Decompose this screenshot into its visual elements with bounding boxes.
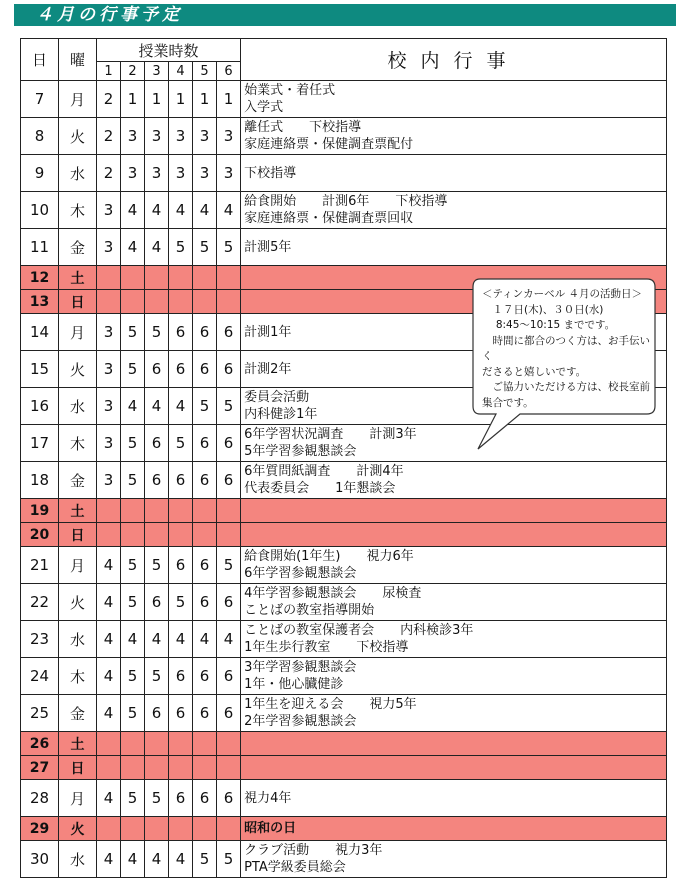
period-cell: 3 [193, 155, 217, 192]
period-cell: 4 [145, 388, 169, 425]
period-cell: 5 [217, 841, 241, 878]
period-cell: 4 [97, 658, 121, 695]
period-cell [97, 523, 121, 547]
period-cell: 6 [145, 351, 169, 388]
table-row [21, 462, 667, 499]
period-cell: 4 [145, 192, 169, 229]
period-cell [97, 756, 121, 780]
period-cell [145, 266, 169, 290]
day-cell: 8 [21, 118, 59, 155]
event-line: 計測2年 [244, 361, 292, 377]
header-periods: 授業時数 [97, 39, 241, 62]
period-cell: 5 [193, 841, 217, 878]
weekday-cell: 金 [59, 695, 97, 732]
period-cell: 3 [145, 118, 169, 155]
period-cell [169, 817, 193, 841]
period-cell [97, 817, 121, 841]
period-cell: 3 [169, 118, 193, 155]
period-cell: 6 [169, 351, 193, 388]
events-cell [241, 81, 667, 118]
period-cell [145, 499, 169, 523]
table-row [21, 584, 667, 621]
period-cell: 4 [145, 841, 169, 878]
period-cell [217, 266, 241, 290]
period-cell [169, 266, 193, 290]
header-weekday: 曜 [59, 39, 97, 81]
period-cell [169, 290, 193, 314]
weekday-cell: 木 [59, 425, 97, 462]
period-cell [169, 499, 193, 523]
period-cell: 2 [97, 155, 121, 192]
table-row [21, 658, 667, 695]
table-row [21, 81, 667, 118]
period-cell: 6 [217, 351, 241, 388]
day-cell: 27 [21, 756, 59, 780]
period-cell: 5 [121, 314, 145, 351]
period-cell: 4 [145, 229, 169, 266]
period-cell: 5 [217, 229, 241, 266]
header-period-4: 4 [169, 62, 193, 81]
header-period-5: 5 [193, 62, 217, 81]
period-cell: 3 [97, 351, 121, 388]
period-cell: 6 [169, 658, 193, 695]
day-cell: 16 [21, 388, 59, 425]
day-cell: 20 [21, 523, 59, 547]
weekday-cell: 金 [59, 229, 97, 266]
weekday-cell: 日 [59, 756, 97, 780]
period-cell: 3 [97, 314, 121, 351]
period-cell [97, 499, 121, 523]
event-line: 1年生を迎える会 視力5年 [244, 697, 417, 712]
events-cell [241, 192, 667, 229]
period-cell [169, 523, 193, 547]
events-cell [241, 547, 667, 584]
period-cell: 6 [193, 462, 217, 499]
period-cell: 4 [217, 621, 241, 658]
period-cell: 4 [97, 621, 121, 658]
period-cell: 6 [217, 780, 241, 817]
events-cell [241, 523, 667, 547]
period-cell [193, 756, 217, 780]
period-cell [121, 817, 145, 841]
weekday-cell: 月 [59, 547, 97, 584]
period-cell: 6 [193, 780, 217, 817]
period-cell: 4 [121, 229, 145, 266]
period-cell: 4 [121, 621, 145, 658]
period-cell [217, 817, 241, 841]
period-cell [121, 732, 145, 756]
event-line: 代表委員会 1年懇談会 [244, 481, 396, 496]
page-title: ４月の行事予定 [36, 5, 183, 25]
weekday-cell: 土 [59, 732, 97, 756]
day-cell: 25 [21, 695, 59, 732]
event-line: PTA学級委員総会 [244, 860, 346, 875]
header-period-2: 2 [121, 62, 145, 81]
table-row [21, 817, 667, 841]
period-cell [217, 732, 241, 756]
period-cell: 4 [121, 192, 145, 229]
period-cell: 4 [97, 695, 121, 732]
period-cell: 3 [97, 462, 121, 499]
day-cell: 26 [21, 732, 59, 756]
period-cell: 6 [217, 425, 241, 462]
period-cell: 5 [121, 780, 145, 817]
event-line: 1年・他心臓健診 [244, 677, 344, 692]
period-cell: 4 [217, 192, 241, 229]
callout-text: ＜ティンカーベル ４月の活動日＞ １７日(木)、３０日(水) 8:45～10:15 までです。 時間に都合のつく方は、お手伝いく ださると嬉しいです。 ご協力いただける方は、校長室前 集合です。 [482, 288, 650, 409]
events-cell [241, 584, 667, 621]
event-line: 入学式 [244, 100, 284, 115]
period-cell [193, 523, 217, 547]
event-line: 委員会活動 [244, 390, 310, 405]
period-cell: 6 [169, 780, 193, 817]
period-cell: 4 [193, 621, 217, 658]
period-cell: 4 [121, 388, 145, 425]
period-cell [145, 756, 169, 780]
weekday-cell: 水 [59, 388, 97, 425]
period-cell [145, 290, 169, 314]
period-cell: 4 [97, 841, 121, 878]
table-row [21, 523, 667, 547]
weekday-cell: 木 [59, 658, 97, 695]
period-cell [193, 817, 217, 841]
period-cell: 6 [145, 462, 169, 499]
period-cell: 1 [169, 81, 193, 118]
event-line: 昭和の日 [244, 821, 297, 836]
table-row [21, 229, 667, 266]
table-row [21, 118, 667, 155]
day-cell: 14 [21, 314, 59, 351]
period-cell [217, 499, 241, 523]
header-events: 校内行事 [241, 39, 667, 81]
day-cell: 17 [21, 425, 59, 462]
period-cell [217, 756, 241, 780]
period-cell [121, 290, 145, 314]
day-cell: 23 [21, 621, 59, 658]
event-line: 6年学習状況調査 計測3年 [244, 427, 417, 442]
event-line: ことばの教室保護者会 内科検診3年 [244, 623, 474, 638]
events-cell [241, 499, 667, 523]
table-row [21, 732, 667, 756]
period-cell: 5 [217, 547, 241, 584]
period-cell: 5 [145, 780, 169, 817]
period-cell: 4 [169, 388, 193, 425]
weekday-cell: 土 [59, 499, 97, 523]
event-line: 計測1年 [244, 324, 292, 340]
weekday-cell: 火 [59, 817, 97, 841]
event-line: 家庭連絡票・保健調査票回収 [244, 211, 414, 226]
period-cell: 2 [97, 81, 121, 118]
period-cell: 5 [193, 229, 217, 266]
callout-bubble [472, 278, 656, 412]
period-cell: 4 [169, 192, 193, 229]
period-cell [97, 732, 121, 756]
events-cell [241, 817, 667, 841]
events-cell [241, 118, 667, 155]
weekday-cell: 金 [59, 462, 97, 499]
events-cell [241, 780, 667, 817]
period-cell: 3 [217, 155, 241, 192]
period-cell: 4 [193, 192, 217, 229]
period-cell: 5 [193, 388, 217, 425]
period-cell: 6 [193, 314, 217, 351]
events-cell [241, 658, 667, 695]
weekday-cell: 土 [59, 266, 97, 290]
period-cell [145, 523, 169, 547]
period-cell: 5 [121, 425, 145, 462]
event-line: 視力4年 [244, 790, 292, 806]
day-cell: 7 [21, 81, 59, 118]
period-cell: 3 [121, 118, 145, 155]
day-cell: 13 [21, 290, 59, 314]
header-period-1: 1 [97, 62, 121, 81]
event-line: 離任式 下校指導 [244, 120, 362, 135]
period-cell: 3 [145, 155, 169, 192]
header-day: 日 [21, 39, 59, 81]
event-line: 3年学習参観懇談会 [244, 660, 357, 675]
events-cell [241, 229, 667, 266]
title-banner [14, 4, 676, 26]
table-row [21, 499, 667, 523]
period-cell: 6 [145, 425, 169, 462]
period-cell: 6 [217, 584, 241, 621]
event-line: 計測5年 [244, 239, 292, 255]
period-cell: 5 [169, 229, 193, 266]
period-cell: 1 [121, 81, 145, 118]
events-cell [241, 695, 667, 732]
period-cell: 6 [193, 695, 217, 732]
period-cell: 5 [121, 351, 145, 388]
period-cell [193, 732, 217, 756]
period-cell: 2 [97, 118, 121, 155]
schedule-table [20, 38, 667, 878]
events-cell [241, 621, 667, 658]
period-cell: 3 [97, 425, 121, 462]
period-cell: 3 [97, 229, 121, 266]
events-cell [241, 841, 667, 878]
day-cell: 19 [21, 499, 59, 523]
period-cell: 4 [121, 841, 145, 878]
period-cell [145, 817, 169, 841]
table-row [21, 547, 667, 584]
event-line: 給食開始 計測6年 下校指導 [244, 194, 448, 209]
table-row [21, 192, 667, 229]
period-cell: 6 [145, 695, 169, 732]
day-cell: 28 [21, 780, 59, 817]
period-cell: 6 [169, 314, 193, 351]
weekday-cell: 水 [59, 621, 97, 658]
table-row [21, 695, 667, 732]
period-cell: 4 [97, 584, 121, 621]
period-cell: 6 [217, 314, 241, 351]
day-cell: 9 [21, 155, 59, 192]
weekday-cell: 月 [59, 314, 97, 351]
header-period-3: 3 [145, 62, 169, 81]
period-cell: 6 [169, 547, 193, 584]
period-cell [193, 266, 217, 290]
period-cell: 6 [217, 658, 241, 695]
period-cell: 3 [97, 388, 121, 425]
period-cell: 4 [97, 780, 121, 817]
period-cell [217, 290, 241, 314]
day-cell: 29 [21, 817, 59, 841]
period-cell: 6 [145, 584, 169, 621]
day-cell: 22 [21, 584, 59, 621]
day-cell: 11 [21, 229, 59, 266]
period-cell [121, 499, 145, 523]
period-cell: 3 [97, 192, 121, 229]
period-cell: 5 [121, 584, 145, 621]
events-cell [241, 462, 667, 499]
event-line: 内科健診1年 [244, 407, 318, 422]
period-cell: 6 [169, 462, 193, 499]
weekday-cell: 火 [59, 118, 97, 155]
period-cell: 6 [217, 695, 241, 732]
period-cell: 6 [193, 584, 217, 621]
event-line: 2年学習参観懇談会 [244, 714, 357, 729]
day-cell: 12 [21, 266, 59, 290]
events-cell [241, 155, 667, 192]
weekday-cell: 日 [59, 523, 97, 547]
event-line: 6年学習参観懇談会 [244, 566, 357, 581]
period-cell: 6 [169, 695, 193, 732]
period-cell: 4 [97, 547, 121, 584]
day-cell: 15 [21, 351, 59, 388]
weekday-cell: 水 [59, 841, 97, 878]
period-cell [145, 732, 169, 756]
period-cell: 5 [121, 547, 145, 584]
period-cell: 5 [121, 462, 145, 499]
period-cell: 5 [169, 584, 193, 621]
period-cell: 5 [145, 658, 169, 695]
period-cell: 5 [121, 695, 145, 732]
period-cell [97, 266, 121, 290]
period-cell: 6 [193, 351, 217, 388]
table-row [21, 780, 667, 817]
period-cell: 4 [145, 621, 169, 658]
period-cell: 3 [121, 155, 145, 192]
events-cell [241, 732, 667, 756]
table-row [21, 841, 667, 878]
period-cell: 4 [169, 841, 193, 878]
period-cell: 6 [193, 658, 217, 695]
period-cell: 3 [217, 118, 241, 155]
event-line: 6年質問紙調査 計測4年 [244, 464, 404, 479]
period-cell [169, 732, 193, 756]
period-cell: 1 [145, 81, 169, 118]
event-line: 5年学習参観懇談会 [244, 444, 357, 459]
period-cell [193, 499, 217, 523]
period-cell: 3 [193, 118, 217, 155]
period-cell [121, 266, 145, 290]
header-period-6: 6 [217, 62, 241, 81]
day-cell: 18 [21, 462, 59, 499]
weekday-cell: 木 [59, 192, 97, 229]
weekday-cell: 火 [59, 351, 97, 388]
period-cell: 6 [217, 462, 241, 499]
period-cell [121, 756, 145, 780]
period-cell: 1 [217, 81, 241, 118]
event-line: 始業式・着任式 [244, 83, 336, 98]
period-cell [97, 290, 121, 314]
events-cell [241, 756, 667, 780]
period-cell: 3 [169, 155, 193, 192]
period-cell: 5 [217, 388, 241, 425]
period-cell: 6 [193, 425, 217, 462]
period-cell: 6 [193, 547, 217, 584]
period-cell: 5 [145, 314, 169, 351]
period-cell: 1 [193, 81, 217, 118]
period-cell: 5 [169, 425, 193, 462]
period-cell [121, 523, 145, 547]
event-line: 4年学習参観懇談会 尿検査 [244, 586, 422, 601]
day-cell: 30 [21, 841, 59, 878]
table-row [21, 756, 667, 780]
day-cell: 10 [21, 192, 59, 229]
day-cell: 24 [21, 658, 59, 695]
event-line: 家庭連絡票・保健調査票配付 [244, 137, 414, 152]
table-row [21, 155, 667, 192]
event-line: ことばの教室指導開始 [244, 603, 375, 618]
period-cell [217, 523, 241, 547]
day-cell: 21 [21, 547, 59, 584]
weekday-cell: 水 [59, 155, 97, 192]
period-cell: 4 [169, 621, 193, 658]
weekday-cell: 月 [59, 780, 97, 817]
period-cell: 5 [145, 547, 169, 584]
event-line: 下校指導 [244, 165, 297, 181]
event-line: 給食開始(1年生) 視力6年 [244, 549, 414, 564]
weekday-cell: 日 [59, 290, 97, 314]
period-cell: 5 [121, 658, 145, 695]
weekday-cell: 火 [59, 584, 97, 621]
table-row [21, 621, 667, 658]
event-line: 1年生歩行教室 下校指導 [244, 640, 409, 655]
period-cell [169, 756, 193, 780]
event-line: クラブ活動 視力3年 [244, 843, 383, 858]
weekday-cell: 月 [59, 81, 97, 118]
period-cell [193, 290, 217, 314]
